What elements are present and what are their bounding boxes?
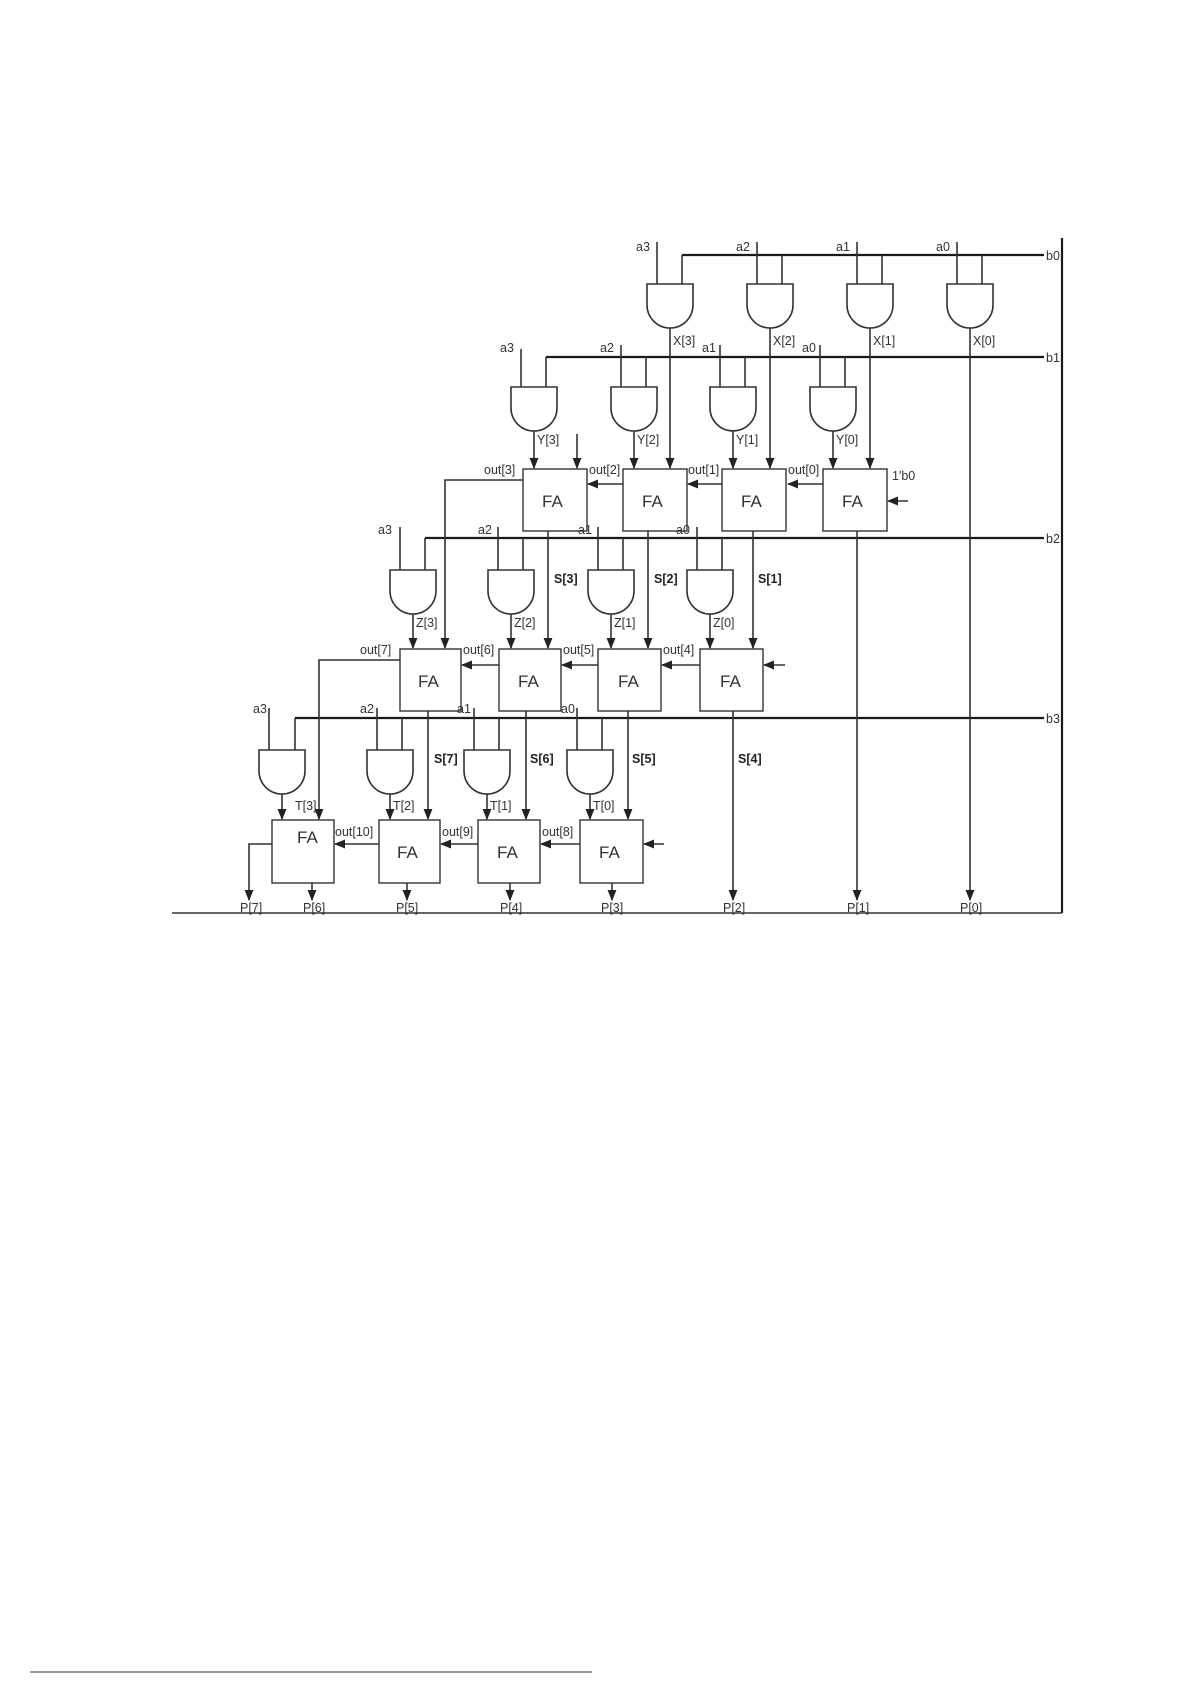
and-input-a1: a1 [836,240,850,254]
full-adder-r1c1 [722,469,786,531]
and-gate-x3 [636,240,693,328]
out8-label: out[8] [542,825,574,839]
and-gate-t1 [457,702,510,794]
p0-label: P[0] [960,901,983,915]
p1-label: P[1] [847,901,870,915]
svg-text:FA: FA [842,492,863,511]
full-adder-r3c2 [379,820,440,883]
x0-label: X[0] [973,334,996,348]
p5-label: P[5] [396,901,419,915]
out9-label: out[9] [442,825,474,839]
full-adder-r1c0 [823,469,887,531]
full-adder-r1c2 [623,469,687,531]
out1-label: out[1] [688,463,720,477]
out2-label: out[2] [589,463,621,477]
t2-label: T[2] [393,799,415,813]
out3-label: out[3] [484,463,516,477]
and-input-a0: a0 [802,341,816,355]
and-input-a1: a1 [702,341,716,355]
s3-label: S[3] [554,572,578,586]
svg-text:FA: FA [642,492,663,511]
and-input-a2: a2 [478,523,492,537]
svg-text:FA: FA [518,672,539,691]
svg-text:FA: FA [542,492,563,511]
p4-label: P[4] [500,901,523,915]
and-input-a1: a1 [578,523,592,537]
svg-text:FA: FA [720,672,741,691]
y3-label: Y[3] [537,433,560,447]
and-gate-z0 [676,523,733,614]
and-gate-y2 [600,341,657,431]
b2-label: b2 [1046,532,1060,546]
and-input-a0: a0 [561,702,575,716]
p7-label: P[7] [240,901,263,915]
and-gate-t3 [253,702,305,794]
and-gate-z2 [478,523,534,614]
t0-label: T[0] [593,799,615,813]
y2-label: Y[2] [637,433,660,447]
wire-out7 [319,660,400,819]
t1-label: T[1] [490,799,512,813]
and-input-a2: a2 [600,341,614,355]
x1-label: X[1] [873,334,896,348]
and-input-a3: a3 [378,523,392,537]
svg-text:FA: FA [297,828,318,847]
t3-label: T[3] [295,799,317,813]
p2-label: P[2] [723,901,746,915]
z3-label: Z[3] [416,616,438,630]
z1-label: Z[1] [614,616,636,630]
s1-label: S[1] [758,572,782,586]
z2-label: Z[2] [514,616,536,630]
s2-label: S[2] [654,572,678,586]
and-input-a0: a0 [676,523,690,537]
and-gate-t2 [360,702,413,794]
out6-label: out[6] [463,643,495,657]
x3-label: X[3] [673,334,696,348]
and-gate-y1 [702,341,756,431]
and-gate-y3 [500,341,557,431]
full-adder-r1c3 [523,469,587,531]
out5-label: out[5] [563,643,595,657]
and-input-a3: a3 [500,341,514,355]
and-input-a3: a3 [253,702,267,716]
full-adder-r2c3 [400,649,461,711]
and-gate-z3 [378,523,436,614]
svg-text:FA: FA [599,843,620,862]
full-adder-r3c0 [580,820,643,883]
full-adder-r3c3 [272,820,334,883]
and-gate-z1 [578,523,634,614]
s4-label: S[4] [738,752,762,766]
svg-text:FA: FA [397,843,418,862]
wire-to-p7 [249,844,272,900]
and-gate-x2 [736,240,793,328]
carry-in-label: 1'b0 [892,469,916,483]
full-adder-r3c1 [478,820,540,883]
and-input-a3: a3 [636,240,650,254]
s6-label: S[6] [530,752,554,766]
y1-label: Y[1] [736,433,759,447]
and-gate-y0 [802,341,856,431]
svg-text:FA: FA [418,672,439,691]
z0-label: Z[0] [713,616,735,630]
p6-label: P[6] [303,901,326,915]
s5-label: S[5] [632,752,656,766]
s7-label: S[7] [434,752,458,766]
b1-label: b1 [1046,351,1060,365]
out10-label: out[10] [335,825,374,839]
svg-text:FA: FA [618,672,639,691]
svg-text:FA: FA [497,843,518,862]
b0-label: b0 [1046,249,1060,263]
out4-label: out[4] [663,643,695,657]
x2-label: X[2] [773,334,796,348]
and-input-a1: a1 [457,702,471,716]
b3-label: b3 [1046,712,1060,726]
out7-label: out[7] [360,643,392,657]
and-gate-x1 [836,240,893,328]
full-adder-r2c1 [598,649,661,711]
y0-label: Y[0] [836,433,859,447]
and-input-a0: a0 [936,240,950,254]
full-adder-r2c0 [700,649,763,711]
full-adder-r2c2 [499,649,561,711]
p3-label: P[3] [601,901,624,915]
svg-text:FA: FA [741,492,762,511]
and-input-a2: a2 [736,240,750,254]
and-gate-x0 [936,240,993,328]
and-input-a2: a2 [360,702,374,716]
and-gate-t0 [561,702,613,794]
out0-label: out[0] [788,463,820,477]
